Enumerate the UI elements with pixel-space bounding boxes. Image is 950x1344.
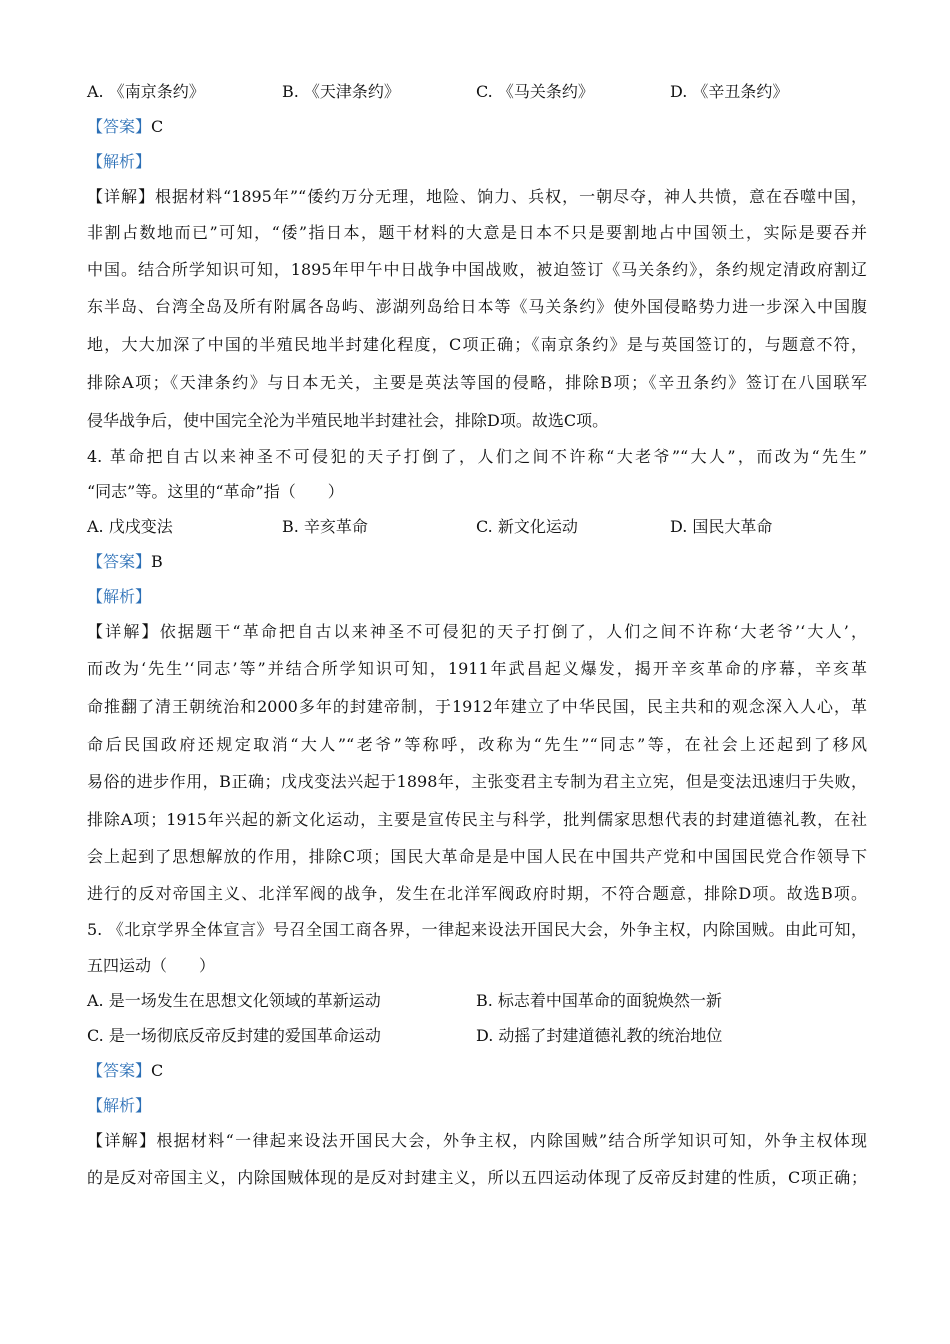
q5-stem-line: 5. 《北京学界全体宣言》号召全国工商各界，一律起来设法开国民大会，外争主权，内除国贼。由此可知， bbox=[87, 920, 867, 939]
q3-detail-line: 排除A项；《天津条约》与日本无关，主要是英法等国的侵略，排除B项；《辛丑条约》签订在八国联军 bbox=[87, 373, 867, 392]
q4-stem-line: “同志”等。这里的“革命”指（ ） bbox=[87, 482, 344, 501]
detail-tag: 【详解】 bbox=[87, 187, 155, 206]
analysis-tag: 【解析】 bbox=[87, 587, 152, 606]
q4-detail-text: 依据题干“革命把自古以来神圣不可侵犯的天子打倒了，人们之间不许称‘大老爷’‘大人’， bbox=[159, 622, 867, 641]
q5-detail-line bbox=[87, 1130, 867, 1152]
q4-option-b: B. 辛亥革命 bbox=[282, 517, 368, 536]
q5-answer bbox=[87, 1060, 867, 1082]
analysis-tag: 【解析】 bbox=[87, 1096, 152, 1115]
q3-detail-line: 地，大大加深了中国的半殖民地半封建化程度，C项正确；《南京条约》是与英国签订的，与题意不符， bbox=[87, 335, 867, 354]
q3-detail-line: 东半岛、台湾全岛及所有附属各岛屿、澎湖列岛给日本等《马关条约》使外国侵略势力进一步深入中国腹 bbox=[87, 297, 867, 316]
q3-option-c: C. 《马关条约》 bbox=[476, 82, 594, 101]
q4-detail-line: 命推翻了清王朝统治和2000多年的封建帝制，于1912年建立了中华民国，民主共和的观念深入人心，革 bbox=[87, 697, 867, 716]
q5-detail-text: 根据材料“一律起来设法开国民大会，外争主权，内除国贼”结合所学知识可知，外争主权体现 bbox=[156, 1131, 867, 1150]
q3-detail-line: 中国。结合所学知识可知，1895年甲午中日战争中国战败，被迫签订《马关条约》，条约规定清政府割辽 bbox=[87, 260, 867, 279]
q4-answer-value: B bbox=[151, 552, 163, 571]
q3-option-b: B. 《天津条约》 bbox=[282, 82, 400, 101]
analysis-tag: 【解析】 bbox=[87, 152, 152, 171]
q5-option-d: D. 动摇了封建道德礼教的统治地位 bbox=[476, 1026, 723, 1045]
q4-option-c: C. 新文化运动 bbox=[476, 517, 578, 536]
q4-analysis-heading bbox=[87, 586, 867, 608]
q4-detail-line: 命后民国政府还规定取消“大人”“老爷”等称呼，改称为“先生”“同志”等，在社会上还起到了移风 bbox=[87, 735, 867, 754]
q4-option-d: D. 国民大革命 bbox=[670, 517, 773, 536]
q3-answer-value: C bbox=[151, 117, 164, 136]
q4-detail-line: 而改为‘先生’‘同志’等”并结合所学知识可知，1911年武昌起义爆发，揭开辛亥革命的序幕，辛亥革 bbox=[87, 659, 867, 678]
q5-option-a: A. 是一场发生在思想文化领域的革新运动 bbox=[87, 991, 381, 1010]
answer-tag: 【答案】 bbox=[87, 552, 152, 571]
detail-tag: 【详解】 bbox=[87, 1131, 157, 1150]
q3-detail-line bbox=[87, 186, 867, 208]
q3-detail-line: 非割占数地而已”可知，“倭”指日本，题干材料的大意是日本不只是要割地占中国领土，实际是要吞并 bbox=[87, 223, 867, 242]
q5-stem-line: 五四运动（ ） bbox=[87, 956, 216, 975]
answer-tag: 【答案】 bbox=[87, 1061, 152, 1080]
q4-detail-line: 会上起到了思想解放的作用，排除C项；国民大革命是是中国人民在中国共产党和中国国民党合作领导下 bbox=[87, 847, 867, 866]
q3-option-a: A. 《南京条约》 bbox=[87, 82, 205, 101]
q5-answer-value: C bbox=[151, 1061, 164, 1080]
q3-analysis-heading bbox=[87, 151, 867, 173]
detail-tag: 【详解】 bbox=[87, 622, 160, 641]
q4-detail-line bbox=[87, 621, 867, 643]
q4-stem-line: 4. 革命把自古以来神圣不可侵犯的天子打倒了，人们之间不许称“大老爷”“大人”，而改为“先生” bbox=[87, 447, 867, 466]
q4-answer bbox=[87, 551, 867, 573]
q5-option-b: B. 标志着中国革命的面貌焕然一新 bbox=[476, 991, 722, 1010]
q5-detail-line: 的是反对帝国主义，内除国贼体现的是反对封建主义，所以五四运动体现了反帝反封建的性质，C项正确； bbox=[87, 1168, 867, 1187]
q4-detail-line: 进行的反对帝国主义、北洋军阀的战争，发生在北洋军阀政府时期，不符合题意，排除D项。故选B项。 bbox=[87, 884, 867, 903]
q3-answer bbox=[87, 116, 867, 138]
q3-option-d: D. 《辛丑条约》 bbox=[670, 82, 789, 101]
q4-detail-line: 易俗的进步作用，B正确；戊戌变法兴起于1898年，主张变君主专制为君主立宪，但是变法迅速归于失败， bbox=[87, 772, 867, 791]
q5-analysis-heading bbox=[87, 1095, 867, 1117]
q4-detail-line: 排除A项；1915年兴起的新文化运动，主要是宣传民主与科学，批判儒家思想代表的封建道德礼教，在社 bbox=[87, 810, 867, 829]
answer-tag: 【答案】 bbox=[87, 117, 152, 136]
q3-detail-text: 根据材料“1895年”“倭约万分无理，地险、饷力、兵权，一朝尽夺，神人共愤，意在吞噬中国， bbox=[154, 187, 867, 206]
q5-option-c: C. 是一场彻底反帝反封建的爱国革命运动 bbox=[87, 1026, 381, 1045]
q4-option-a: A. 戊戌变法 bbox=[87, 517, 173, 536]
q3-detail-line: 侵华战争后，使中国完全沦为半殖民地半封建社会，排除D项。故选C项。 bbox=[87, 411, 609, 430]
